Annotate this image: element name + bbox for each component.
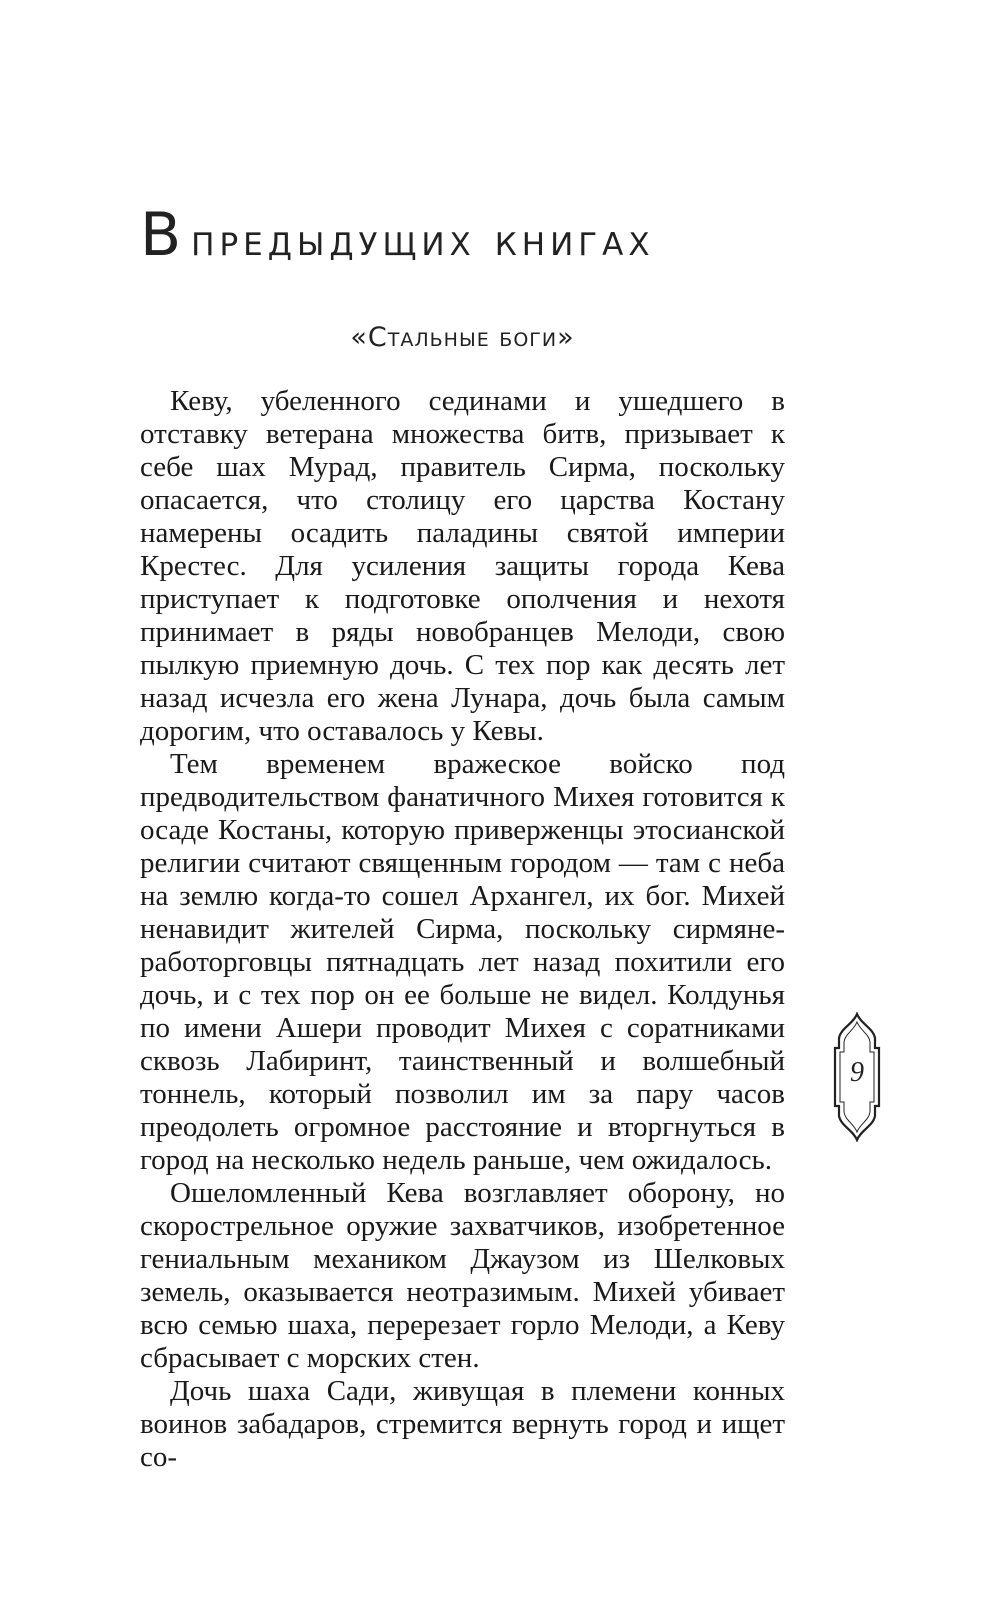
chapter-title-rest: предыдущих книгах <box>191 215 655 266</box>
paragraph: Дочь шаха Сади, живущая в племени конных воинов забадаров, стремится вернуть город и ищет со- <box>140 1375 785 1473</box>
chapter-title <box>140 200 860 270</box>
page-number-ornament <box>833 1012 881 1142</box>
chapter-title-initial: В <box>140 200 182 270</box>
book-title: «Стальные боги» <box>350 322 575 353</box>
paragraph: Кеву, убеленного сединами и ушедшего в отставку ветерана множества битв, призывает к себе шах Мурад, правитель Сирма, поскольку опасается, что столицу его царства Костану намерены осадить паладины святой империи Крестес. Для усиления защиты города Кева приступает к подготовке ополчения и нехотя принимает в ряды новобранцев Мелоди, свою пылкую приемную дочь. С тех пор как десять лет назад исчезла его жена Лунара, дочь была самым дорогим, что оставалось у Кевы. <box>140 385 785 747</box>
paragraph: Ошеломленный Кева возглавляет оборону, но скорострельное оружие захватчиков, изобретенное гениальным механиком Джаузом из Шелковых земель, оказывается неотразимым. Михей убивает всю семью шаха, перерезает горло Мелоди, а Кеву сбрасывает с морских стен. <box>140 1177 785 1374</box>
body-text <box>140 385 785 1474</box>
paragraph: Тем временем вражеское войско под предводительством фанатичного Михея готовится к осаде Костаны, которую приверженцы этосианской религии считают священным городом — там с неба на землю когда-то сошел Архангел, их бог. Михей ненавидит жителей Сирма, поскольку сирмяне-работорговцы пятнадцать лет назад похитили его дочь, и с тех пор он ее больше не видел. Колдунья по имени Ашери проводит Михея с соратниками сквозь Лабиринт, таинственный и волшебный тоннель, который позволил им за пару часов преодолеть огромное расстояние и вторгнуться в город на несколько недель раньше, чем ожидалось. <box>140 748 785 1176</box>
page-number: 9 <box>850 1057 864 1088</box>
